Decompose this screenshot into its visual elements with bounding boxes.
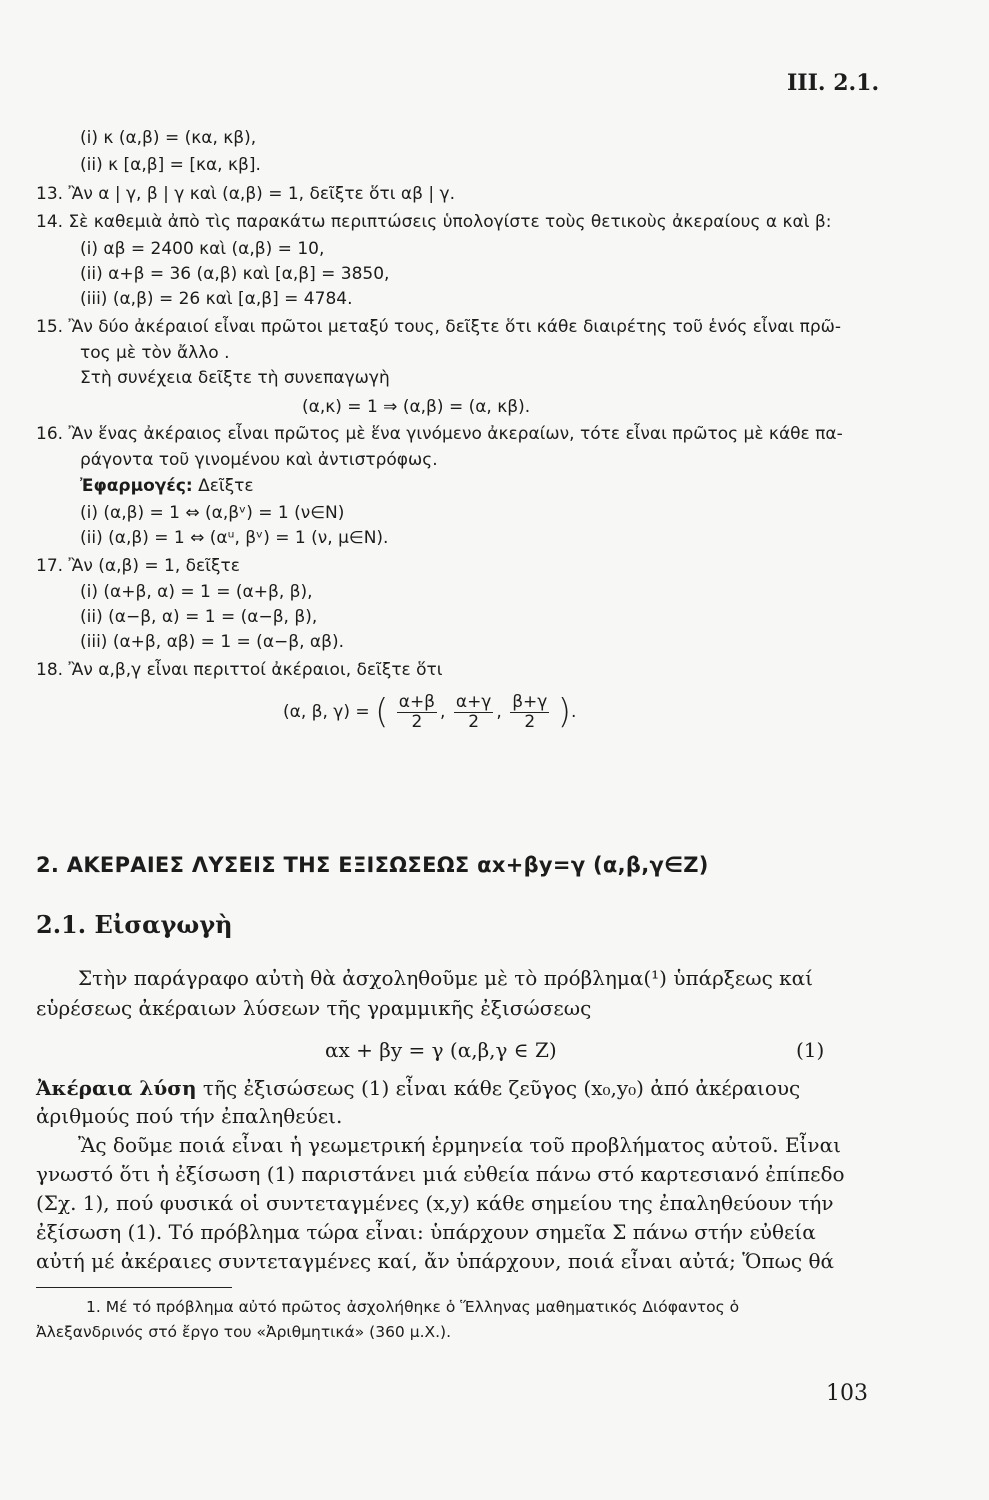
fraction: $\frac{\alpha+\gamma}{2}$ <box>455 691 492 732</box>
exercise-14: 14. Σὲ καθεμιὰ ἀπὸ τὶς παρακάτω περιπτώσεις ὑπολογίστε τοὺς θετικοὺς ἀκεραίους α καὶ β: <box>36 212 832 232</box>
body-line: Ἂς δοῦμε ποιά εἶναι ἡ γεωμετρική ἑρμηνεία τοῦ προβλήματος αὐτοῦ. Εἶναι <box>78 1133 841 1157</box>
exercise-line: (iii) (α,β) = 26 καὶ [α,β] = 4784. <box>80 289 353 309</box>
exercise-line: (i) (α,β) = 1 ⇔ (α,βᵛ) = 1 (ν∈N) <box>80 503 345 523</box>
body-line: (Σχ. 1), πού φυσικά οἱ συντεταγμένες (x,y) κάθε σημείου της ἐπαληθεύουν τήν <box>36 1191 834 1215</box>
exercise-line: ράγοντα τοῦ γινομένου καὶ ἀντιστρόφως. <box>80 450 438 470</box>
implication-formula: (α,κ) = 1 ⇒ (α,β) = (α, κβ). <box>302 397 531 417</box>
gcd-formula: (α, β, γ) = ( $\frac{\alpha+\beta}{2}$ , $\frac{\alpha+\gamma}{2}$ , $\frac{\beta+\gamma}{2}$ ). <box>283 691 577 732</box>
exercise-line: τος μὲ τὸν ἄλλο . <box>80 343 230 363</box>
applications-line <box>80 476 254 496</box>
subsection-heading: 2.1. Εἰσαγωγὴ <box>36 910 233 939</box>
exercise-line: Στὴ συνέχεια δεῖξτε τὴ συνεπαγωγὴ <box>80 368 390 388</box>
page-number: 103 <box>826 1381 868 1406</box>
exercise-line: (i) κ (α,β) = (κα, κβ), <box>80 128 257 148</box>
exercise-line: (ii) (α−β, α) = 1 = (α−β, β), <box>80 607 318 627</box>
main-equation: αx + βy = γ (α,β,γ ∈ Z) <box>325 1038 557 1062</box>
footnote-rule <box>36 1287 232 1288</box>
fraction: $\frac{\alpha+\beta}{2}$ <box>398 691 436 732</box>
body-line: αὐτή μέ ἀκέραιες συντεταγμένες καί, ἄν ὑπάρχουν, ποιά εἶναι αὐτά; Ὅπως θά <box>36 1249 834 1273</box>
exercise-15: 15. Ἂν δύο ἀκέραιοί εἶναι πρῶτοι μεταξύ τους, δεῖξτε ὅτι κάθε διαιρέτης τοῦ ἑνός εἶναι πρῶ- <box>36 317 841 337</box>
applications-label: Ἐφαρμογές: <box>80 476 193 496</box>
exercise-line: (i) (α+β, α) = 1 = (α+β, β), <box>80 582 313 602</box>
exercise-16: 16. Ἂν ἕνας ἀκέραιος εἶναι πρῶτος μὲ ἕνα γινόμενο ἀκεραίων, τότε εἶναι πρῶτος μὲ κάθε πα- <box>36 424 843 444</box>
exercise-line: (iii) (α+β, αβ) = 1 = (α−β, αβ). <box>80 632 345 652</box>
body-line: εὑρέσεως ἀκέραιων λύσεων τῆς γραμμικῆς ἐξισώσεως <box>36 996 592 1020</box>
footnote-line: Ἀλεξανδρινός στό ἔργο του «Ἀριθμητικά» (360 μ.Χ.). <box>36 1323 452 1341</box>
fraction: $\frac{\beta+\gamma}{2}$ <box>512 691 548 732</box>
exercise-line: (i) αβ = 2400 καὶ (α,β) = 10, <box>80 239 325 259</box>
exercise-line: (ii) κ [α,β] = [κα, κβ]. <box>80 155 261 175</box>
running-header: III. 2.1. <box>787 70 880 96</box>
body-line: γνωστό ὅτι ἡ ἐξίσωση (1) παριστάνει μιά εὐθεία πάνω στό καρτεσιανό ἐπίπεδο <box>36 1162 845 1186</box>
formula-lhs: (α, β, γ) = <box>283 702 370 722</box>
definition-line: Ἀκέραια λύση τῆς ἐξισώσεως (1) εἶναι κάθε ζεῦγος (x₀,y₀) ἀπό ἀκέραιους <box>36 1076 801 1100</box>
body-line: ἐξίσωση (1). Τό πρόβλημα τώρα εἶναι: ὑπάρχουν σημεῖα Σ πάνω στήν εὐθεία <box>36 1220 816 1244</box>
body-line: ἀριθμούς πού τήν ἐπαληθεύει. <box>36 1104 343 1128</box>
definition-term: Ἀκέραια λύση <box>36 1076 197 1100</box>
exercise-13: 13. Ἂν α | γ, β | γ καὶ (α,β) = 1, δεῖξτε ὅτι αβ | γ. <box>36 184 455 204</box>
exercise-line: (ii) α+β = 36 (α,β) καὶ [α,β] = 3850, <box>80 264 390 284</box>
exercise-18: 18. Ἂν α,β,γ εἶναι περιττοί ἀκέραιοι, δεῖξτε ὅτι <box>36 660 443 680</box>
body-line: Στὴν παράγραφο αὐτὴ θὰ ἀσχοληθοῦμε μὲ τὸ πρόβλημα(¹) ὑπάρξεως καί <box>78 966 813 990</box>
exercise-17: 17. Ἂν (α,β) = 1, δεῖξτε <box>36 556 240 576</box>
section-heading: 2. ΑΚΕΡΑΙΕΣ ΛΥΣΕΙΣ ΤΗΣ ΕΞΙΣΩΣΕΩΣ αx+βy=γ (α,β,γ∈Z) <box>36 853 709 877</box>
applications-text: Δεῖξτε <box>192 476 254 496</box>
equation-number: (1) <box>796 1038 825 1062</box>
footnote-line: 1. Μέ τό πρόβλημα αὐτό πρῶτος ἀσχολήθηκε ὁ Ἕλληνας μαθηματικός Διόφαντος ὁ <box>86 1298 740 1316</box>
exercise-line: (ii) (α,β) = 1 ⇔ (αᵘ, βᵛ) = 1 (ν, μ∈N). <box>80 528 389 548</box>
